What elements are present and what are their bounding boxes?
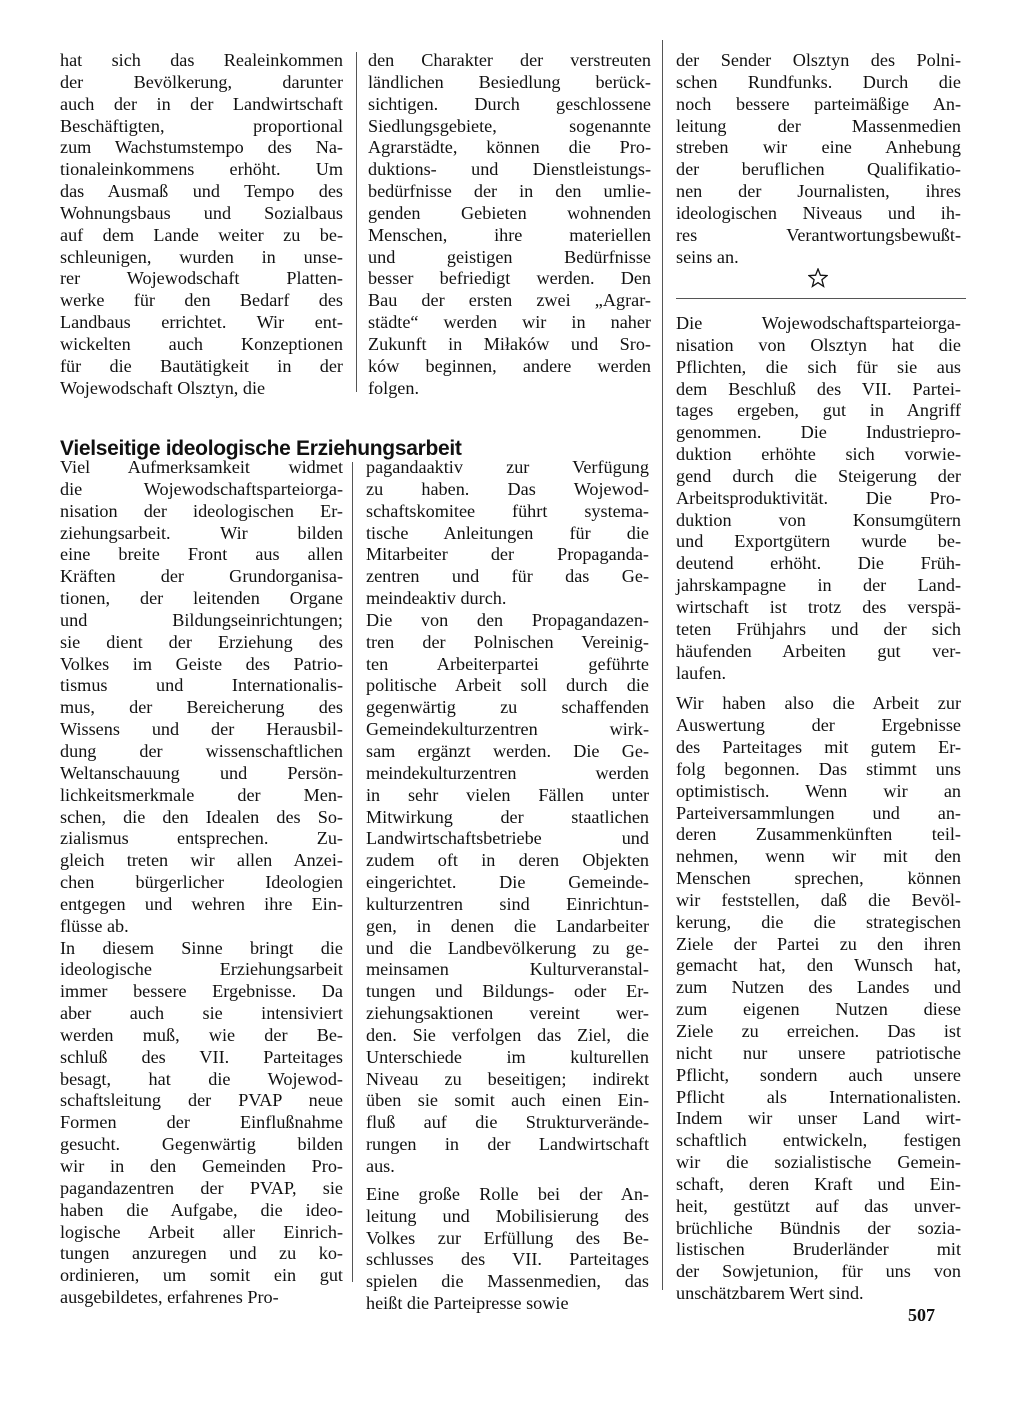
text-line: Gemeindekulturzentren wirk- [366,719,649,740]
text-line: Menschen, ihre materiellen [368,224,651,245]
text-line: tionaleinkommens erhöht. Um [60,159,343,180]
col2-bottom [366,457,649,1315]
text-line: der beruflichen Qualifikatio- [676,159,961,180]
text-line: ideologischen Niveaus und ih- [676,202,961,223]
text-line: genden Gebieten wohnenden [368,202,651,223]
text-line: haben die Aufgabe, die ideo- [60,1199,343,1220]
text-line: Niveau zu beseitigen; indirekt [366,1068,649,1089]
text-line: die Wojewodschaftsparteiorga- [60,478,343,499]
text-line: leitung der Massenmedien [676,115,961,136]
text-line: ków beginnen, andere werden [368,355,651,376]
text-line: sam ergänzt werden. Die Ge- [366,740,649,761]
text-line: und die Landbevölkerung zu ge- [366,937,649,958]
text-line: Menschen sprechen, können [676,868,961,889]
text-line: genommen. Die Industriepro- [676,422,961,443]
text-line: wir in den Gemeinden Pro- [60,1156,343,1176]
text-line: ziehungsarbeit. Wir bilden [60,522,343,543]
text-line: meindeaktiv durch. [366,588,507,609]
text-line: den Charakter der verstreuten [368,50,651,70]
text-line: der Sender Olsztyn des Polni- [676,50,961,70]
text-line: meindekulturzentren werden [366,762,649,783]
text-line: tische Anleitungen für die [366,522,649,543]
text-line: werke für den Bedarf des [60,290,343,311]
text-line: tages ergeben, gut in Angriff [676,400,961,421]
text-line: nisation der ideologischen Er- [60,500,343,521]
text-line: häufenden Arbeiten gut ver- [676,640,961,661]
text-line: auf dem Lande weiter zu be- [60,224,343,245]
text-line: Wir haben also die Arbeit zur [676,693,961,714]
text-line: chen bürgerlicher Ideologien [60,872,343,893]
text-line: kerung, die die strategischen [676,911,961,932]
text-line: noch bessere parteimäßige An- [676,93,961,114]
text-line: Zukunft in Miłaków und Sro- [368,333,651,354]
text-line: folg begonnen. Das stimmt uns [676,758,961,779]
text-line: Eine große Rolle bei der An- [366,1183,649,1204]
text-line: eine breite Front aus allen [60,544,343,565]
text-line: gesucht. Gegenwärtig bilden [60,1134,343,1155]
text-line: schaft, deren Kraft und Ein- [676,1173,961,1194]
text-line: auch der in der Landwirtschaft [60,93,343,114]
text-line: duktions- und Dienstleistungs- [368,159,651,180]
text-line: listischen Bruderländer mit [676,1239,961,1260]
text-line: Siedlungsgebiete, sogenannte [368,115,651,136]
text-line: ziehungsaktionen vereint wer- [366,1003,649,1024]
text-line: entgegen und wehren ihre Ein- [60,893,343,914]
text-line: sie dient der Erziehung des [60,631,343,652]
text-line: laufen. [676,662,726,683]
paragraph [676,50,961,268]
text-line: Viel Aufmerksamkeit widmet [60,457,343,477]
text-line: pagandaaktiv zur Verfügung [366,457,649,477]
text-line: gleich treten wir allen Anzei- [60,850,343,871]
paragraph [676,693,961,1305]
text-line: jahrskampagne in der Land- [676,575,961,596]
text-line: üben sie somit auch einen Ein- [366,1090,649,1111]
text-line: ordinieren, um somit ein gut [60,1265,343,1286]
text-line: des Parteitages mit gutem Er- [676,737,961,758]
text-line: ausgebildetes, erfahrenes Pro- [60,1287,279,1308]
text-line: Mitarbeiter der Propaganda- [366,544,649,565]
text-line: Formen der Einflußnahme [60,1112,343,1133]
text-line: aber auch sie intensiviert [60,1003,343,1024]
paragraph [366,610,649,1178]
text-line: schluß des VII. Parteitages [60,1046,343,1067]
text-line: tismus und Internationalis- [60,675,343,696]
col1-bottom [60,457,343,1309]
text-line: Bau der ersten zwei „Agrar- [368,290,651,311]
text-line: Volkes zur Erfüllung des Be- [366,1227,649,1248]
text-line: in sehr vielen Fällen unter [366,784,649,805]
text-line: tungen anzuregen und zu ko- [60,1243,343,1264]
page-number: 507 [908,1305,935,1325]
text-line: zudem oft in deren Objekten [366,850,649,871]
text-line: und Bildungseinrichtungen; [60,609,343,630]
text-line: Parteiversammlungen und an- [676,802,961,823]
text-line: tionen, der leitenden Organe [60,588,343,609]
text-line: und Exportgütern wurde be- [676,531,961,552]
star-ornament-icon [808,268,828,288]
text-line: Wohnungsbaus und Sozialbaus [60,202,343,223]
text-line: hat sich das Realeinkommen [60,50,343,70]
text-line: wir die sozialistische Gemein- [676,1152,961,1173]
text-line: zum eigenen Nutzen diese [676,999,961,1020]
text-line: ländlichen Besiedlung berück- [368,71,651,92]
col3-lower [676,313,961,1305]
text-line: Kräften der Grundorganisa- [60,566,343,587]
text-line: kulturzentren sind Einrichtun- [366,893,649,914]
text-line: schaftlich entwickeln, festigen [676,1130,961,1151]
text-line: besagt, hat die Wojewod- [60,1068,343,1089]
text-line: politische Arbeit soll durch die [366,675,649,696]
paragraph [366,1184,649,1315]
text-line: heit, gestützt auf das unver- [676,1195,961,1216]
text-line: dung der wissenschaftlichen [60,740,343,761]
text-line: zum Wachstumstempo des Na- [60,137,343,158]
text-line: zialismus entsprechen. Zu- [60,828,343,849]
text-line: Mitwirkung der staatlichen [366,806,649,827]
text-line: fluß auf die Strukturverände- [366,1112,649,1133]
text-line: wickelten auch Konzeptionen [60,333,343,354]
text-line: flüsse ab. [60,915,129,936]
column-rule [356,52,357,392]
paragraph [368,50,651,400]
text-line: nen der Journalisten, ihres [676,181,961,202]
text-line: teten Frühjahrs und der sich [676,618,961,639]
text-line: nisation von Olsztyn hat die [676,334,961,355]
text-line: wir feststellen, daß die Bevöl- [676,889,961,910]
text-line: aus. [366,1156,395,1176]
paragraph [60,50,343,400]
text-line: Die von den Propagandazen- [366,609,649,630]
text-line: Weltanschauung und Persön- [60,762,343,783]
text-line: gemacht hat, den Wunsch hat, [676,955,961,976]
text-line: pagandazentren der PVAP, sie [60,1177,343,1198]
text-line: Landbaus errichtet. Wir ent- [60,312,343,333]
col3 [676,50,961,268]
text-line: schaftskomitee führt systema- [366,500,649,521]
text-line: ten Arbeiterpartei geführte [366,653,649,674]
text-line: der Bevölkerung, darunter [60,71,343,92]
column-rule [662,40,663,1290]
text-line: Pflichten, die sich für sie aus [676,356,961,377]
text-line: brüchliche Bündnis der sozia- [676,1217,961,1238]
text-line: folgen. [368,377,420,398]
text-line: heißt die Parteipresse sowie [366,1293,569,1314]
text-line: seins an. [676,246,739,267]
text-line: und geistigen Bedürfnisse [368,246,651,267]
text-line: nicht nur unsere patriotische [676,1042,961,1063]
text-line: duktion erhöhte sich vorwie- [676,444,961,465]
text-line: In diesem Sinne bringt die [60,937,343,958]
text-line: bedürfnisse der in den umlie- [368,181,651,202]
section-heading: Vielseitige ideologische Erziehungsarbeit [60,437,462,461]
text-line: für die Bautätigkeit in der [60,355,343,376]
text-line: Die Wojewodschaftsparteiorga- [676,313,961,333]
text-line: streben wir eine Anhebung [676,137,961,158]
paragraph [60,457,343,938]
text-line: Pflicht, sondern auch unsere [676,1064,961,1085]
text-line: schen, die den Idealen des So- [60,806,343,827]
text-line: schaftsleitung der PVAP neue [60,1090,343,1111]
text-line: schen Rundfunks. Durch die [676,71,961,92]
text-line: Ziele zu erreichen. Das ist [676,1021,961,1041]
text-line: immer bessere Ergebnisse. Da [60,981,343,1002]
text-line: besser befriedigt werden. Den [368,268,651,289]
text-line: werden muß, wie der Be- [60,1024,343,1045]
col1-top [60,50,343,400]
text-line: Ziele der Partei zu den ihren [676,933,961,954]
text-line: Arbeitsproduktivität. Die Pro- [676,487,961,508]
text-line: Beschäftigten, proportional [60,115,343,136]
text-line: Auswertung der Ergebnisse [676,715,961,736]
text-line: der Sowjetunion, für uns von [676,1261,961,1282]
col2-top [368,50,651,400]
text-line: rungen in der Landwirtschaft [366,1134,649,1155]
text-line: sichtigen. Durch geschlossene [368,93,651,114]
text-line: duktion von Konsumgütern [676,509,961,530]
text-line: zu haben. Das Wojewod- [366,478,649,499]
text-line: res Verantwortungsbewußt- [676,224,961,245]
text-line: Unterschiede im kulturellen [366,1046,649,1067]
text-line: das Ausmaß und Tempo des [60,181,343,202]
text-line: gend durch die Steigerung der [676,465,961,486]
text-line: meinsamen Kulturveranstal- [366,959,649,980]
text-line: Indem wir unser Land wirt- [676,1108,961,1129]
text-line: städte“ werden wir in naher [368,312,651,333]
text-line: nehmen, wenn wir mit den [676,846,961,867]
text-line: ideologische Erziehungsarbeit [60,959,343,980]
text-line: zentren und für das Ge- [366,566,649,587]
text-line: gen, in denen die Landarbeiter [366,915,649,936]
section-rule [676,298,966,299]
text-line: deutend erhöht. Die Früh- [676,553,961,574]
column-rule [352,462,353,1282]
text-line: Wojewodschaft Olsztyn, die [60,377,266,398]
text-line: unschätzbarem Wert sind. [676,1283,864,1304]
text-line: den. Sie verfolgen das Ziel, die [366,1024,649,1045]
text-line: lichkeitsmerkmale der Men- [60,784,343,805]
text-line: logische Arbeit aller Einrich- [60,1221,343,1242]
text-line: spielen die Massenmedien, das [366,1271,649,1292]
text-line: Landwirtschaftsbetriebe und [366,828,649,849]
text-line: tren der Polnischen Vereinig- [366,631,649,652]
text-line: wirtschaft ist trotz des verspä- [676,596,961,617]
text-line: mus, der Bereicherung des [60,697,343,718]
text-line: gegenwärtig zu schaffenden [366,697,649,718]
text-line: schlusses des VII. Parteitages [366,1249,649,1270]
text-line: Agrarstädte, können die Pro- [368,137,651,158]
text-line: Pflicht als Internationalisten. [676,1086,961,1107]
text-line: Wissens und der Herausbil- [60,719,343,740]
paragraph [676,313,961,684]
text-line: zum Nutzen des Landes und [676,977,961,998]
paragraph [60,938,343,1309]
text-line: rer Wojewodschaft Platten- [60,268,343,289]
text-line: Volkes im Geiste des Patrio- [60,653,343,674]
text-line: leitung und Mobilisierung des [366,1205,649,1226]
text-line: dem Beschluß des VII. Partei- [676,378,961,399]
paragraph [366,457,649,610]
text-line: optimistisch. Wenn wir an [676,780,961,801]
text-line: schleunigen, wurden in unse- [60,246,343,267]
text-line: deren Zusammenkünften teil- [676,824,961,845]
text-line: tungen und Bildungs- oder Er- [366,981,649,1002]
text-line: eingerichtet. Die Gemeinde- [366,872,649,893]
